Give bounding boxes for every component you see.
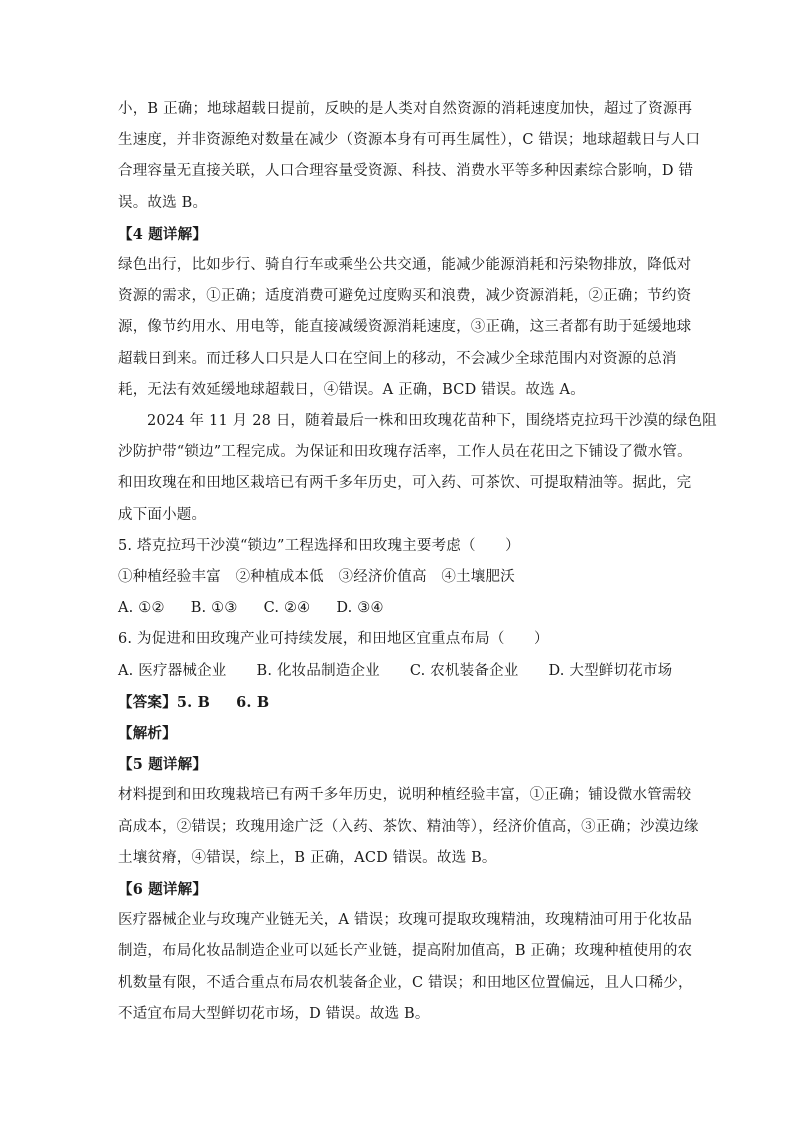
text-line: 制造，布局化妆品制造企业可以延长产业链，提高附加值高，B 正确；玫瑰种植使用的农 <box>118 943 693 960</box>
text-line: 医疗器械企业与玫瑰产业链无关，A 错误；玫瑰可提取玫瑰精油，玫瑰精油可用于化妆品 <box>118 912 693 929</box>
text-line: 生速度，并非资源绝对数量在减少（资源本身有可再生属性），C 错误；地球超载日与人口 <box>118 132 701 149</box>
text-line: 2024 年 11 月 28 日，随着最后一株和田玫瑰花苗种下，围绕塔克拉玛干沙漠的绿色阻 <box>147 413 717 430</box>
option-a: A. 医疗器械企业 <box>118 662 227 679</box>
text-line: 绿色出行，比如步行、骑自行车或乘坐公共交通，能减少能源消耗和污染物排放，降低对 <box>118 257 692 274</box>
paragraph-q4-detail <box>118 250 692 406</box>
option-list <box>118 656 678 687</box>
text-line: 高成本，②错误；玫瑰用途广泛（入药、茶饮、精油等），经济价值高，③正确；沙漠边缘 <box>118 818 699 835</box>
option-a: A. ①② <box>118 600 165 617</box>
text-line: 沙防护带“锁边”工程完成。为保证和田玫瑰存活率，工作人员在花田之下铺设了微水管。 <box>118 444 692 461</box>
option-b: B. ①③ <box>190 600 238 617</box>
text-line: 小，B 正确；地球超载日提前，反映的是人类对自然资源的消耗速度加快，超过了资源再 <box>118 101 693 117</box>
material-paragraph <box>118 406 717 531</box>
answer-q6: 6. B <box>236 693 270 711</box>
option-list <box>118 593 678 624</box>
option-b: B. 化妆品制造企业 <box>256 662 380 679</box>
option-d: D. 大型鲜切花市场 <box>548 662 673 679</box>
answer-q5: 5. B <box>176 693 211 711</box>
text-line: 机数量有限，不适合重点布局农机装备企业，C 错误；和田地区位置偏远，且人口稀少， <box>118 974 693 991</box>
text-line: 耗，无法有效延缓地球超载日，④错误。A 正确，BCD 错误。故选 A。 <box>118 381 585 398</box>
text-line: 和田玫瑰在和田地区栽培已有两千多年历史，可入药、可茶饮、可提取精油等。据此，完 <box>118 475 692 492</box>
text-line: 误。故选 B。 <box>118 194 208 211</box>
paragraph-q6-detail <box>118 905 693 1030</box>
answer-label: 【答案】 <box>118 693 177 711</box>
paragraph-q5-detail <box>118 780 699 874</box>
question-items: ①种植经验丰富 ②种植成本低 ③经济价值高 ④土壤肥沃 <box>118 569 515 586</box>
text-line: 成下面小题。 <box>118 506 207 523</box>
text-line: 资源的需求，①正确；适度消费可避免过度购买和浪费，减少资源消耗，②正确；节约资 <box>118 288 692 305</box>
question-6 <box>118 624 678 686</box>
text-line: 土壤贫瘠，④错误，综上，B 正确，ACD 错误。故选 B。 <box>118 849 497 866</box>
heading-q6-detail: 【6 题详解】 <box>118 881 208 899</box>
answer-line <box>118 687 678 718</box>
heading-q5-detail: 【5 题详解】 <box>118 756 208 774</box>
document-page <box>118 94 717 1030</box>
paragraph-q3-continuation <box>118 94 701 219</box>
question-5 <box>118 531 678 625</box>
heading-q4-detail: 【4 题详解】 <box>118 225 208 243</box>
text-line: 不适宜布局大型鲜切花市场，D 错误。故选 B。 <box>118 1005 430 1022</box>
heading-analysis: 【解析】 <box>118 725 177 743</box>
text-line: 超载日到来。而迁移人口只是人口在空间上的移动，不会减少全球范围内对资源的总消 <box>118 350 677 367</box>
text-line: 合理容量无直接关联，人口合理容量受资源、科技、消费水平等多种因素综合影响，D 错 <box>118 163 694 180</box>
question-stem: 5. 塔克拉玛干沙漠“锁边”工程选择和田玫瑰主要考虑（ ） <box>118 537 520 554</box>
option-c: C. ②④ <box>263 600 311 617</box>
option-d: D. ③④ <box>336 600 384 617</box>
question-stem: 6. 为促进和田玫瑰产业可持续发展，和田地区宜重点布局（ ） <box>118 631 549 648</box>
text-line: 源，像节约用水、用电等，能直接减缓资源消耗速度，③正确，这三者都有助于延缓地球 <box>118 319 692 336</box>
option-c: C. 农机装备企业 <box>409 662 519 679</box>
text-line: 材料提到和田玫瑰栽培已有两千多年历史，说明种植经验丰富，①正确；铺设微水管需较 <box>118 787 692 804</box>
